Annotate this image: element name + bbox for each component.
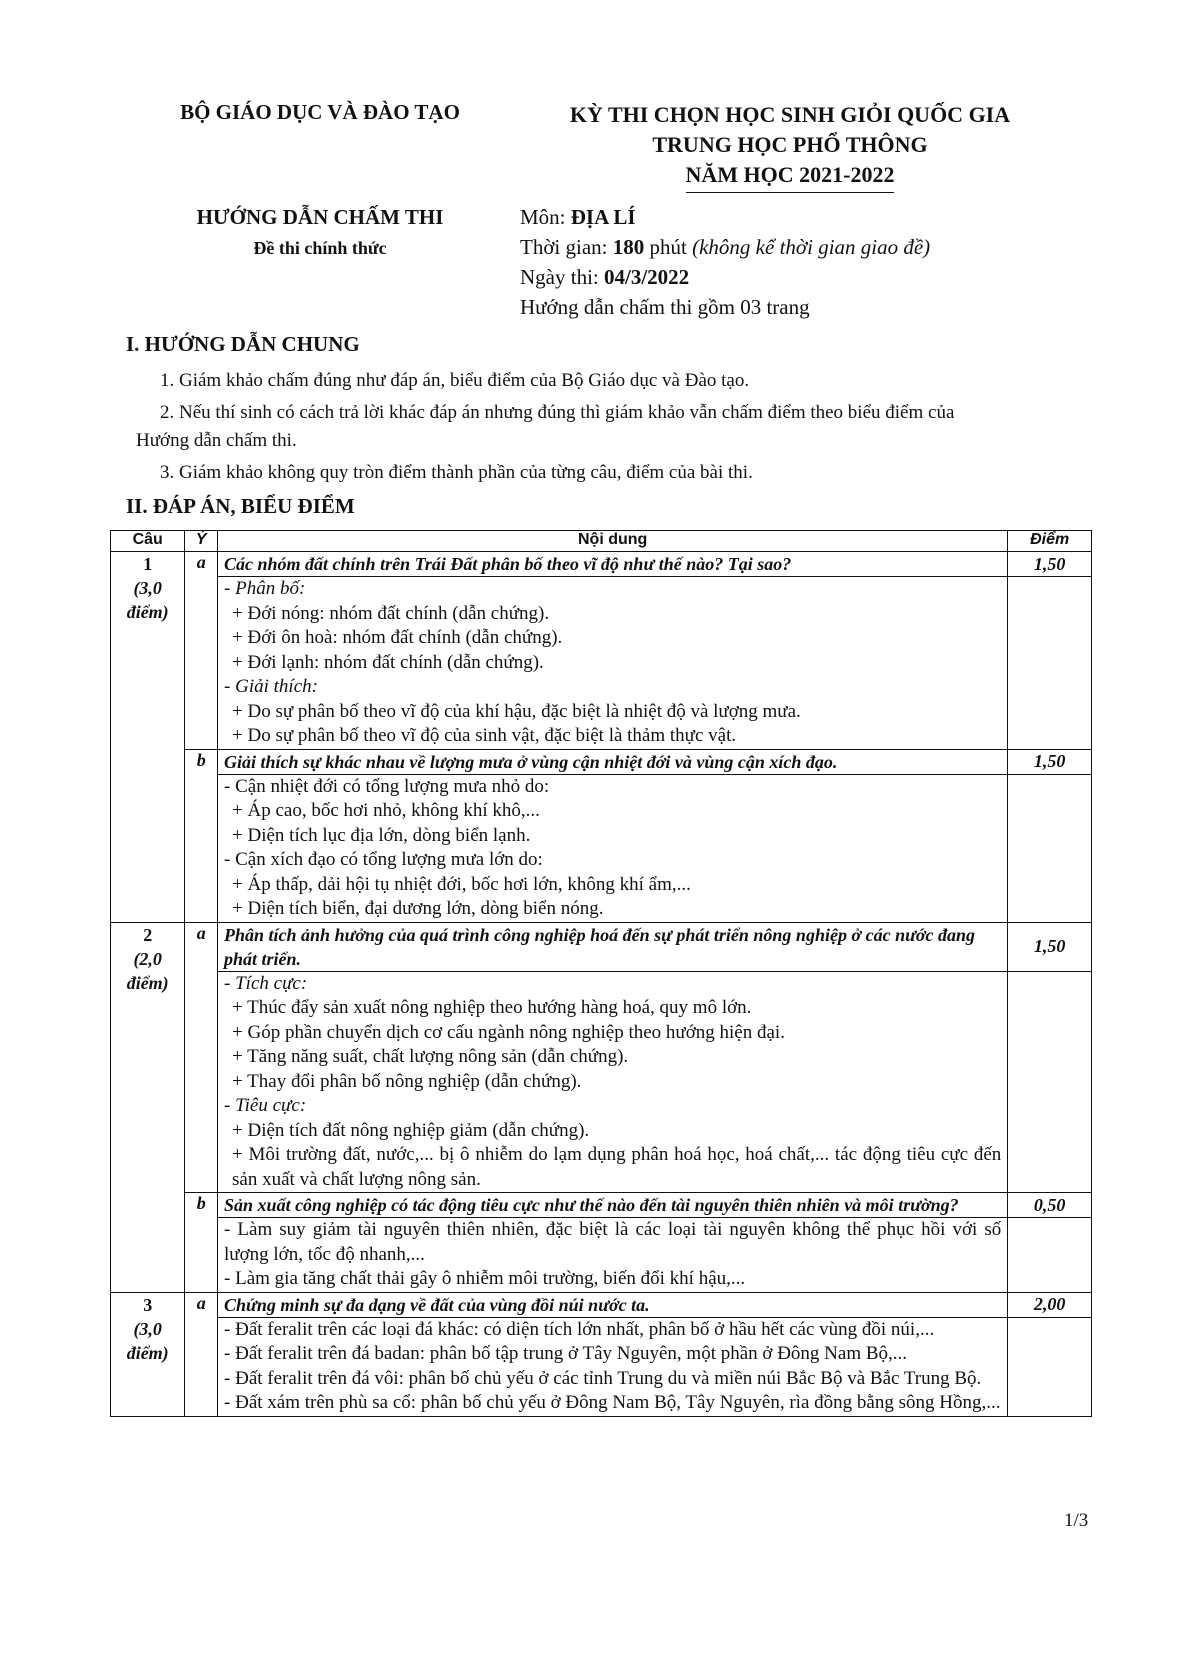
part-question: Phân tích ảnh hưởng của quá trình công nghiệp hoá đến sự phát triển nông nghiệp ở các nước đang phát triển. [218, 922, 1008, 971]
score-cell-empty [1008, 774, 1092, 922]
cau-points-unit: điểm) [126, 602, 169, 622]
general-heading: I. HƯỚNG DẪN CHUNG [126, 332, 360, 356]
score-cell-empty [1008, 1218, 1092, 1293]
answer-line: - Tiêu cực: [224, 1095, 307, 1116]
part-question: Sản xuất công nghiệp có tác động tiêu cực như thế nào đến tài nguyên thiên nhiên và môi trường? [218, 1193, 1008, 1218]
part-label: a [185, 922, 218, 1193]
part-label: a [185, 1292, 218, 1416]
subject-line: Môn: ĐỊA LÍ [520, 205, 636, 229]
question-row [111, 1292, 1092, 1317]
subject-name: ĐỊA LÍ [570, 205, 636, 229]
general-item-2: 2. Nếu thí sinh có cách trả lời khác đáp án nhưng đúng thì giám khảo vẫn chấm điểm theo biểu điểm của [160, 402, 955, 423]
cau-points-unit: điểm) [126, 972, 169, 993]
cau-points-unit: điểm) [126, 1342, 169, 1363]
time-line: Thời gian: 180 phút (không kể thời gian giao đề) [520, 235, 931, 259]
answer-line: - Đất xám trên phù sa cổ: phân bố chủ yếu ở Đông Nam Bộ, Tây Nguyên, rìa đồng bằng sông Hồng,... [224, 1392, 1001, 1413]
col-header-cau: Câu [111, 531, 185, 552]
cau-cell [111, 1292, 185, 1416]
answer-line: + Thúc đẩy sản xuất nông nghiệp theo hướng hàng hoá, quy mô lớn. [232, 997, 752, 1018]
answer-row [111, 577, 1092, 750]
part-label: b [185, 1193, 218, 1293]
date-line: Ngày thi: 04/3/2022 [520, 265, 690, 289]
answer-line: + Góp phần chuyển dịch cơ cấu ngành nông nghiệp theo hướng hiện đại. [232, 1021, 785, 1043]
part-score: 1,50 [1008, 552, 1092, 577]
part-question: Các nhóm đất chính trên Trái Đất phân bố theo vĩ độ như thế nào? Tại sao? [218, 552, 1008, 577]
cau-number: 3 [143, 1294, 153, 1315]
answer-row [111, 1218, 1092, 1293]
cau-cell [111, 922, 185, 1292]
answer-content [218, 774, 1008, 922]
cau-points: (3,0 [133, 578, 162, 598]
answers-heading: II. ĐÁP ÁN, BIỂU ĐIỂM [126, 494, 355, 518]
answer-line: + Diện tích lục địa lớn, dòng biển lạnh. [232, 824, 531, 846]
answer-content [218, 1218, 1008, 1293]
answer-line: + Áp cao, bốc hơi nhỏ, không khí khô,... [232, 800, 540, 821]
general-instructions [136, 367, 1086, 487]
answer-line: - Đất feralit trên các loại đá khác: có diện tích lớn nhất, phân bố ở hầu hết các vùng đồi núi,... [224, 1318, 935, 1340]
exam-title-line-1: KỲ THI CHỌN HỌC SINH GIỎI QUỐC GIA [569, 102, 1011, 127]
answer-line: - Phân bố: [224, 578, 306, 599]
answer-line: - Cận xích đạo có tổng lượng mưa lớn do: [224, 849, 543, 870]
table-body [111, 552, 1092, 1417]
part-score: 1,50 [1008, 749, 1092, 774]
answer-table [110, 530, 1092, 1417]
col-header-diem: Điểm [1008, 531, 1092, 552]
answer-content [218, 1317, 1008, 1416]
general-item-3: 3. Giám khảo không quy tròn điểm thành phần của từng câu, điểm của bài thi. [160, 462, 753, 483]
question-row [111, 552, 1092, 577]
answer-line: + Môi trường đất, nước,... bị ô nhiễm do lạm dụng phân hoá học, hoá chất,... tác động tiêu cực đến sản xuất và chất lượng nông sản. [232, 1144, 1002, 1190]
answer-line: + Đới nóng: nhóm đất chính (dẫn chứng). [232, 602, 550, 624]
exam-title-line-2: TRUNG HỌC PHỔ THÔNG [652, 132, 928, 157]
col-header-y: Ý [185, 531, 218, 552]
answer-line: + Đới lạnh: nhóm đất chính (dẫn chứng). [232, 651, 544, 673]
exam-info [520, 202, 930, 322]
answer-row [111, 1317, 1092, 1416]
table-header-row [111, 531, 1092, 552]
part-score: 1,50 [1008, 922, 1092, 971]
cau-points: (3,0 [133, 1318, 162, 1339]
part-label: b [185, 749, 218, 922]
cau-points: (2,0 [133, 948, 162, 969]
part-label: a [185, 552, 218, 750]
exam-title [540, 100, 1040, 193]
answer-line: + Tăng năng suất, chất lượng nông sản (dẫn chứng). [232, 1046, 629, 1067]
answer-row [111, 774, 1092, 922]
answer-line: + Diện tích biển, đại dương lớn, dòng biển nóng. [232, 898, 604, 919]
answer-line: - Đất feralit trên đá vôi: phân bố chủ yếu ở các tỉnh Trung du và miền núi Bắc Bộ và Bắc Trung Bộ. [224, 1367, 982, 1389]
official-label: Đề thi chính thức [253, 238, 387, 258]
guide-block [150, 205, 490, 259]
answer-line: - Làm suy giảm tài nguyên thiên nhiên, đặc biệt là các loại tài nguyên không thể phục hồi với số lượng lớn, tốc độ nhanh,... [224, 1219, 1002, 1265]
score-cell-empty [1008, 577, 1092, 750]
answer-line: - Đất feralit trên đá badan: phân bố tập trung ở Tây Nguyên, một phần ở Đông Nam Bộ,... [224, 1343, 908, 1364]
exam-year: NĂM HỌC 2021-2022 [686, 160, 895, 193]
pages-note: Hướng dẫn chấm thi gồm 03 trang [520, 295, 810, 319]
cau-number: 2 [143, 924, 153, 945]
answer-line: - Tích cực: [224, 972, 308, 994]
question-row [111, 922, 1092, 971]
cau-number: 1 [143, 554, 153, 574]
answer-line: + Áp thấp, dải hội tụ nhiệt đới, bốc hơi lớn, không khí ẩm,... [232, 873, 691, 895]
answer-line: + Do sự phân bố theo vĩ độ của khí hậu, đặc biệt là nhiệt độ và lượng mưa. [232, 700, 801, 722]
answer-line: - Cận nhiệt đới có tổng lượng mưa nhỏ do: [224, 775, 550, 797]
part-score: 0,50 [1008, 1193, 1092, 1218]
part-question: Chứng minh sự đa dạng về đất của vùng đồi núi nước ta. [218, 1292, 1008, 1317]
ministry-name: BỘ GIÁO DỤC VÀ ĐÀO TẠO [180, 100, 460, 124]
general-item-1: 1. Giám khảo chấm đúng như đáp án, biểu điểm của Bộ Giáo dục và Đào tạo. [160, 370, 750, 391]
question-row [111, 1193, 1092, 1218]
answer-row [111, 971, 1092, 1193]
part-question: Giải thích sự khác nhau về lượng mưa ở vùng cận nhiệt đới và vùng cận xích đạo. [218, 749, 1008, 774]
score-cell-empty [1008, 1317, 1092, 1416]
col-header-noi-dung: Nội dung [218, 531, 1008, 552]
question-row [111, 749, 1092, 774]
answer-content [218, 577, 1008, 750]
answer-line: + Do sự phân bố theo vĩ độ của sinh vật, đặc biệt là thảm thực vật. [232, 725, 737, 746]
answer-line: + Thay đổi phân bố nông nghiệp (dẫn chứng). [232, 1070, 582, 1092]
answer-line: + Đới ôn hoà: nhóm đất chính (dẫn chứng). [232, 627, 563, 648]
part-score: 2,00 [1008, 1292, 1092, 1317]
score-cell-empty [1008, 971, 1092, 1193]
answer-line: - Làm gia tăng chất thải gây ô nhiễm môi trường, biến đổi khí hậu,... [224, 1268, 746, 1289]
page-number: 1/3 [1064, 1510, 1089, 1531]
general-item-2-cont: Hướng dẫn chấm thi. [136, 430, 297, 451]
answer-line: - Giải thích: [224, 676, 318, 697]
guide-title: HƯỚNG DẪN CHẤM THI [196, 205, 444, 229]
cau-cell [111, 552, 185, 923]
answer-line: + Diện tích đất nông nghiệp giảm (dẫn chứng). [232, 1119, 590, 1141]
answer-content [218, 971, 1008, 1193]
